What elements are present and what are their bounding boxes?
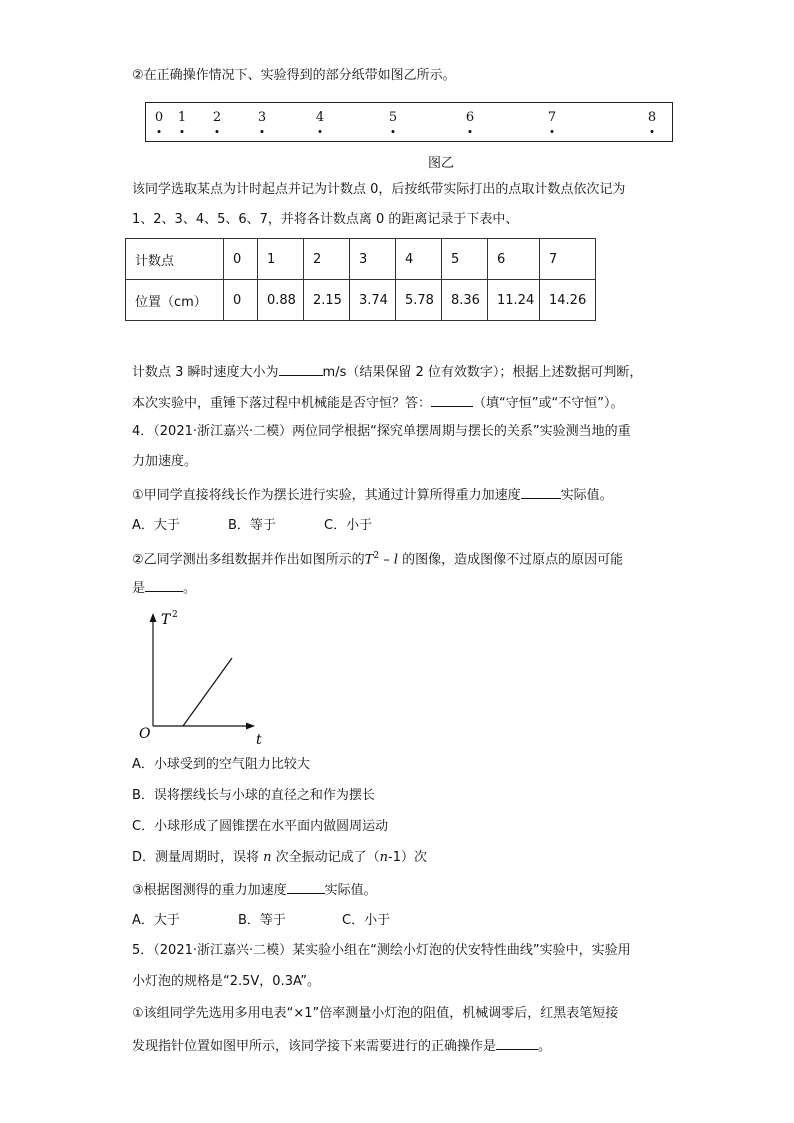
tape-label-1: 1 xyxy=(177,110,187,125)
tape-dot xyxy=(261,130,264,133)
answer-blank[interactable] xyxy=(431,393,473,407)
x-axis-arrow-icon xyxy=(246,723,255,730)
dash: – xyxy=(379,552,394,568)
table-cell: 6 xyxy=(488,239,540,280)
tape-dot xyxy=(158,130,161,133)
answer-text: 本次实验中，重锤下落过程中机械能是否守恒？答： xyxy=(132,396,432,411)
paragraph-line: 该同学选取某点为计时起点并记为计数点 0，后按纸带实际打出的点取计数点依次记为 xyxy=(132,182,626,197)
sub-question-text: 的图像，造成图像不过原点的原因可能 xyxy=(398,552,624,568)
choice-b[interactable]: B．误将摆线长与小球的直径之和作为摆长 xyxy=(132,788,375,803)
table-cell: 11.24 xyxy=(488,280,540,321)
table-header-cell: 计数点 xyxy=(126,239,224,280)
answer-line xyxy=(132,393,623,413)
table-cell: 1 xyxy=(258,239,304,280)
sub-question xyxy=(132,880,377,900)
tape-label-2: 2 xyxy=(212,110,222,125)
figure-caption: 图乙 xyxy=(428,156,455,171)
table-cell: 0 xyxy=(224,239,258,280)
sub-question-text: 是 xyxy=(132,581,146,596)
table-cell: 3.74 xyxy=(350,280,396,321)
table-cell: 2 xyxy=(304,239,350,280)
var-n: n xyxy=(263,850,272,865)
table-cell: 5.78 xyxy=(396,280,442,321)
y-axis-arrow-icon xyxy=(150,613,157,622)
data-line xyxy=(183,658,232,726)
var-T: T xyxy=(364,552,374,568)
option-c[interactable]: C．小于 xyxy=(324,518,373,533)
question-title: 小灯泡的规格是“2.5V，0.3A”。 xyxy=(132,974,320,989)
tape-dot xyxy=(551,130,554,133)
step2-intro: ②在正确操作情况下、实验得到的部分纸带如图乙所示。 xyxy=(132,68,456,83)
sub-question-text: 发现指针位置如图甲所示，该同学接下来需要进行的正确操作是 xyxy=(132,1039,497,1054)
question-title: 4．（2021·浙江嘉兴·二模）两位同学根据“探究单摆周期与摆长的关系”实验测当地的重 xyxy=(132,424,631,439)
table-row xyxy=(126,239,596,280)
paragraph-line: 1、2、3、4、5、6、7，并将各计数点离 0 的距离记录于下表中、 xyxy=(132,212,519,227)
tape-dot xyxy=(181,130,184,133)
option-c[interactable]: C．小于 xyxy=(342,913,391,928)
answer-text: m/s（结果保留 2 位有效数字）；根据上述数据可判断， xyxy=(322,365,643,380)
tape-label-5: 5 xyxy=(388,110,398,125)
answer-blank[interactable] xyxy=(145,578,183,592)
tape-dot xyxy=(651,130,654,133)
table-cell: 2.15 xyxy=(304,280,350,321)
answer-text: （填“守恒”或“不守恒”）。 xyxy=(473,396,624,411)
options-row xyxy=(132,912,390,930)
question-title: 5．（2021·浙江嘉兴·二模）某实验小组在“测绘小灯泡的伏安特性曲线”实验中，实验用 xyxy=(132,943,631,958)
answer-text: 计数点 3 瞬时速度大小为 xyxy=(132,365,279,380)
table-cell: 0 xyxy=(224,280,258,321)
sub-question xyxy=(132,485,613,505)
table-cell: 8.36 xyxy=(442,280,488,321)
exponent: 2 xyxy=(373,551,380,561)
tape-label-3: 3 xyxy=(257,110,267,125)
choice-d[interactable] xyxy=(132,849,427,867)
sub-question-text: 实际值。 xyxy=(324,883,377,898)
tape-dot xyxy=(469,130,472,133)
sub-question: ①该组同学先选用多用电表“×1”倍率测量小灯泡的阻值，机械调零后，红黑表笔短接 xyxy=(132,1006,619,1021)
table-cell: 4 xyxy=(396,239,442,280)
var-l: l xyxy=(393,552,398,568)
tape-label-7: 7 xyxy=(547,110,557,125)
table-cell: 3 xyxy=(350,239,396,280)
sub-question xyxy=(132,547,623,569)
options-row xyxy=(132,517,372,535)
tape-dot xyxy=(319,130,322,133)
table-cell: 14.26 xyxy=(540,280,596,321)
option-b[interactable]: B．等于 xyxy=(238,913,286,928)
sub-question xyxy=(132,578,196,598)
option-b[interactable]: B．等于 xyxy=(228,518,276,533)
table-cell: 5 xyxy=(442,239,488,280)
answer-line xyxy=(132,362,642,382)
option-a[interactable]: A．大于 xyxy=(132,518,180,533)
table-cell: 0.88 xyxy=(258,280,304,321)
tape-dot xyxy=(392,130,395,133)
data-table xyxy=(125,238,596,321)
sub-question-text: ②乙同学测出多组数据并作出如图所示的 xyxy=(132,552,365,568)
table-cell: 7 xyxy=(540,239,596,280)
table-row xyxy=(126,280,596,321)
var-n: n xyxy=(379,850,389,865)
choice-a[interactable]: A．小球受到的空气阻力比较大 xyxy=(132,757,310,772)
y-axis-exponent: 2 xyxy=(172,610,178,620)
tape-dot xyxy=(216,130,219,133)
tape-label-0: 0 xyxy=(154,110,164,125)
answer-blank[interactable] xyxy=(496,1036,538,1050)
choice-text: 次全振动记成了（ xyxy=(271,850,380,865)
y-axis-label: T xyxy=(161,612,171,628)
t2-l-graph xyxy=(135,608,275,748)
tape-label-8: 8 xyxy=(647,110,657,125)
sub-question-text: ③根据图测得的重力加速度 xyxy=(132,883,287,898)
sub-question-text: 。 xyxy=(183,581,197,596)
choice-text: -1）次 xyxy=(388,850,428,865)
answer-blank[interactable] xyxy=(279,362,323,376)
question-title: 力加速度。 xyxy=(132,454,198,469)
answer-blank[interactable] xyxy=(287,880,325,894)
x-axis-label: t xyxy=(256,732,262,748)
answer-blank[interactable] xyxy=(521,485,561,499)
paper-tape-figure xyxy=(145,102,673,142)
sub-question-text: ①甲同学直接将线长作为摆长进行实验，其通过计算所得重力加速度 xyxy=(132,488,521,503)
choice-text: D．测量周期时，误将 xyxy=(132,850,264,865)
choice-c[interactable]: C．小球形成了圆锥摆在水平面内做圆周运动 xyxy=(132,819,389,834)
tape-label-6: 6 xyxy=(465,110,475,125)
option-a[interactable]: A．大于 xyxy=(132,913,180,928)
tape-label-4: 4 xyxy=(315,110,325,125)
sub-question-text: 。 xyxy=(538,1039,552,1054)
sub-question-text: 实际值。 xyxy=(560,488,613,503)
origin-label: O xyxy=(139,726,151,742)
sub-question xyxy=(132,1036,551,1056)
table-header-cell: 位置（cm） xyxy=(126,280,224,321)
